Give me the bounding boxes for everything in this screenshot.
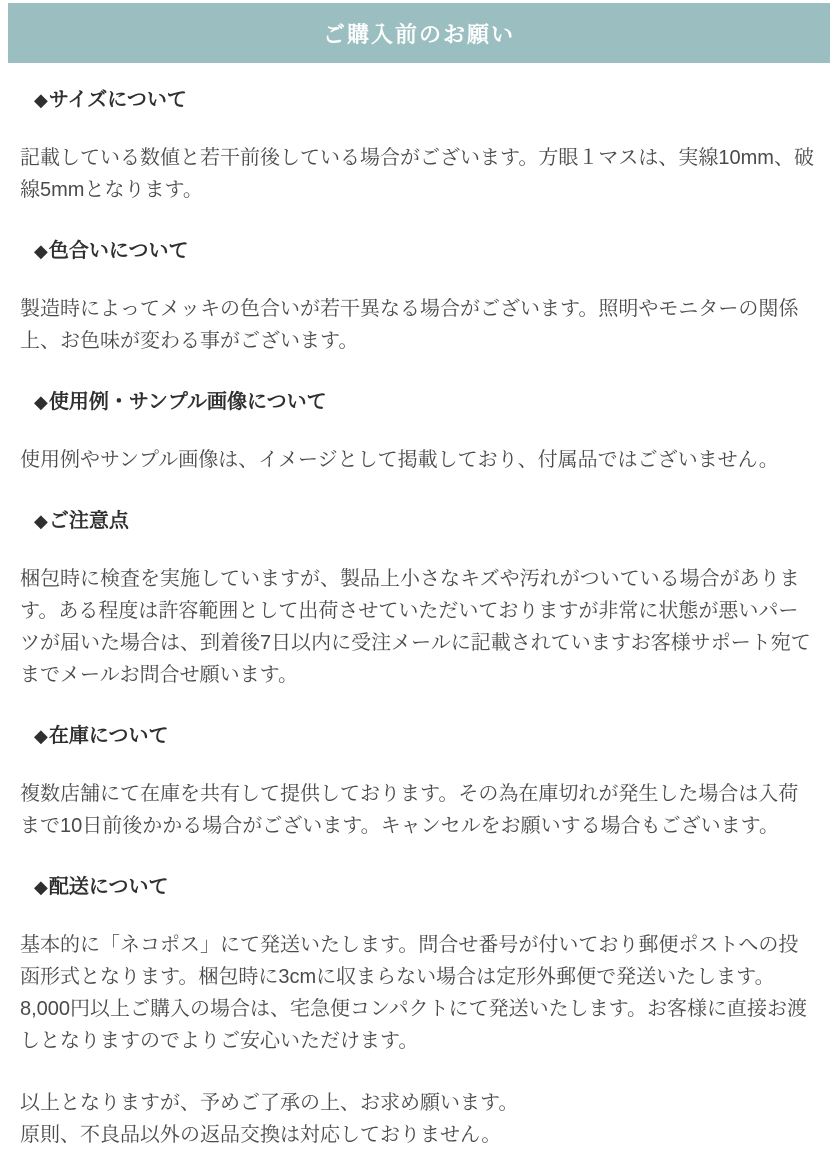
section-heading-shipping — [20, 876, 817, 899]
section-shipping — [20, 876, 817, 1057]
closing-line-1: 以上となりますが、予めご了承の上、お求め願います。 — [20, 1092, 519, 1114]
section-caution — [20, 510, 817, 691]
section-body-stock: 複数店舗にて在庫を共有して提供しております。その為在庫切れが発生した場合は入荷まで10日前後かかる場合がございます。キャンセルをお願いする場合もございます。 — [20, 783, 799, 837]
section-body-size: 記載している数値と若干前後している場合がございます。方眼１マスは、実線10mm、破線5mmとなります。 — [20, 147, 814, 201]
section-heading-label: 在庫について — [48, 725, 169, 747]
notice-header-band — [8, 3, 830, 63]
section-heading-label: サイズについて — [48, 89, 187, 111]
section-heading-label: ご注意点 — [48, 510, 129, 532]
diamond-bullet-icon: ◆ — [34, 511, 48, 531]
section-body-caution: 梱包時に検査を実施していますが、製品上小さなキズや汚れがついている場合があります。ある程度は許容範囲として出荷させていただいておりますが非常に状態が悪いパーツが届いた場合は、到着後7日以内に受注メールに記載されていますお客様サポート宛てまでメールお問合せ願います。 — [20, 568, 811, 686]
section-size — [20, 89, 817, 206]
section-heading-label: 使用例・サンプル画像について — [48, 391, 327, 413]
section-heading-caution — [20, 510, 817, 533]
diamond-bullet-icon: ◆ — [34, 241, 48, 261]
section-body-color: 製造時によってメッキの色合いが若干異なる場合がございます。照明やモニターの関係上、お色味が変わる事がございます。 — [20, 298, 799, 352]
diamond-bullet-icon: ◆ — [34, 392, 48, 412]
section-body-shipping — [20, 929, 817, 1057]
closing-line-2: 原則、不良品以外の返品交換は対応しておりません。 — [20, 1124, 502, 1146]
section-heading-stock — [20, 725, 817, 748]
section-heading-color — [20, 240, 817, 263]
section-heading-sample-images — [20, 391, 817, 414]
section-heading-size — [20, 89, 817, 112]
section-body-sample-images: 使用例やサンプル画像は、イメージとして掲載しており、付属品ではございません。 — [20, 449, 779, 471]
section-sample-images — [20, 391, 817, 476]
diamond-bullet-icon: ◆ — [34, 90, 48, 110]
section-heading-label: 色合いについて — [48, 240, 189, 262]
closing-note — [20, 1087, 817, 1151]
section-stock — [20, 725, 817, 842]
notice-content — [0, 89, 837, 1151]
section-heading-label: 配送について — [48, 876, 169, 898]
diamond-bullet-icon: ◆ — [34, 877, 48, 897]
shipping-line-2: 8,000円以上ご購入の場合は、宅急便コンパクトにて発送いたします。お客様に直接お渡しとなりますのでよりご安心いただけます。 — [20, 998, 808, 1052]
shipping-line-1: 基本的に「ネコポス」にて発送いたします。問合せ番号が付いており郵便ポストへの投函形式となります。梱包時に3cmに収まらない場合は定形外郵便で発送いたします。 — [20, 934, 799, 988]
section-color — [20, 240, 817, 357]
notice-title: ご購入前のお願い — [322, 21, 515, 47]
diamond-bullet-icon: ◆ — [34, 726, 48, 746]
